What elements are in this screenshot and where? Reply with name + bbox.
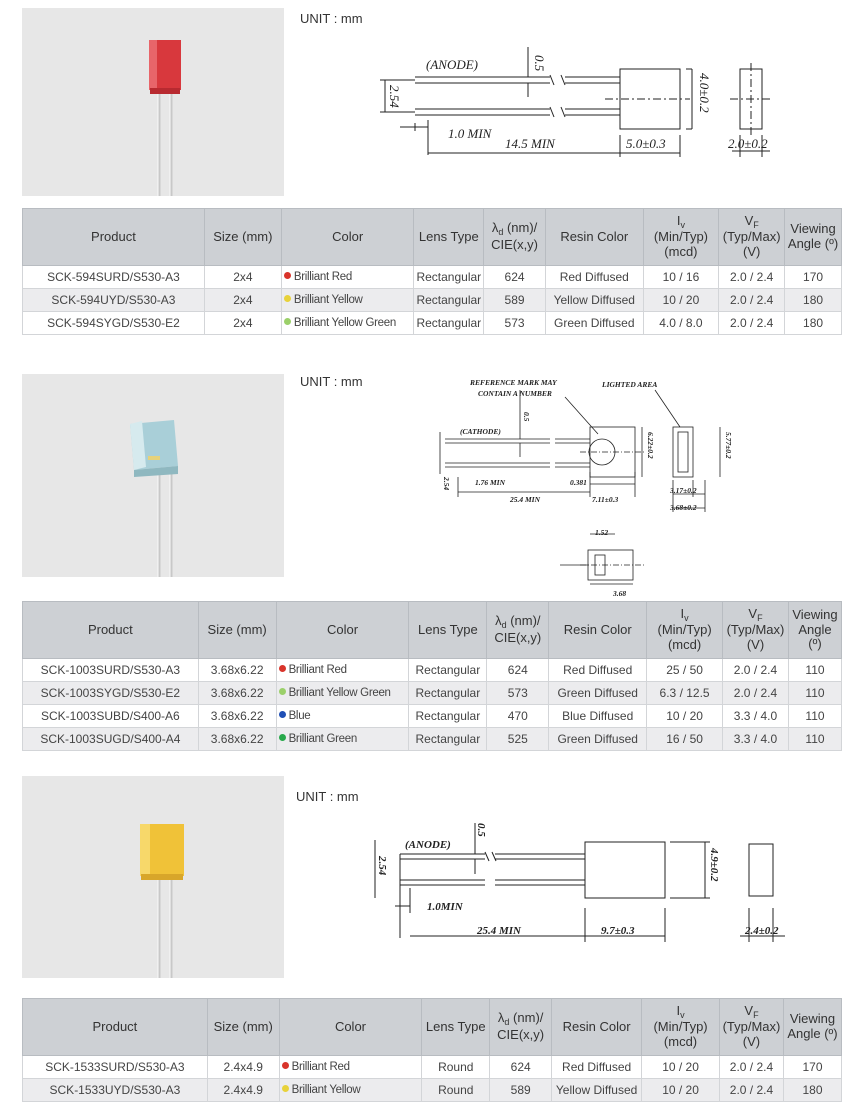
table-body <box>23 1056 842 1102</box>
dim-317: 3.17±0.2 <box>670 486 697 495</box>
spec-table-1003 <box>22 601 842 751</box>
viewing-angle-cell: 180 <box>785 289 842 312</box>
spec-table-1533 <box>22 998 842 1102</box>
table-row <box>23 289 842 312</box>
wavelength-cell: 624 <box>484 266 546 289</box>
unit-label: UNIT : mm <box>300 11 363 26</box>
header-lens-type: Lens Type <box>409 602 487 659</box>
lens-type-cell: Rectangular <box>414 266 484 289</box>
viewing-angle-cell: 110 <box>788 682 841 705</box>
table-row <box>23 682 842 705</box>
lens-type-cell: Round <box>422 1079 490 1102</box>
header-forward-voltage: $V_F$ (Typ/Max) (V) <box>723 602 789 659</box>
table-body <box>23 266 842 335</box>
resin-color-cell: Red Diffused <box>545 266 643 289</box>
color-dot-icon <box>284 295 291 302</box>
color-label: Brilliant Yellow <box>293 294 363 306</box>
size-cell: 2x4 <box>204 312 281 335</box>
led-photo-594 <box>22 8 284 196</box>
color-dot-icon <box>282 1085 289 1092</box>
table-body <box>23 659 842 751</box>
table-row <box>23 312 842 335</box>
forward-voltage-cell: 2.0 / 2.4 <box>723 682 789 705</box>
blue-rectangular-led-image <box>22 374 284 577</box>
forward-voltage-cell: 2.0 / 2.4 <box>719 1056 783 1079</box>
dim-368b: 3.68±0.2 <box>670 503 697 512</box>
red-rectangular-led-image <box>22 8 284 196</box>
header-color: Color <box>279 999 422 1056</box>
header-color: Color <box>276 602 409 659</box>
contain-label: CONTAIN A NUMBER <box>478 389 552 398</box>
color-label: Brilliant Yellow Green <box>293 317 396 329</box>
wavelength-cell: 470 <box>487 705 549 728</box>
header-viewing-angle: Viewing Angle (º) <box>783 999 841 1056</box>
viewing-angle-cell: 110 <box>788 705 841 728</box>
dim-152: 1.52 <box>595 528 609 537</box>
header-lens-type: Lens Type <box>422 999 490 1056</box>
header-forward-voltage: $V_F$ (Typ/Max) (V) <box>719 999 783 1056</box>
size-cell: 3.68x6.22 <box>198 728 276 751</box>
unit-label: UNIT : mm <box>296 789 359 804</box>
yellow-rectangular-led-image <box>22 776 284 978</box>
header-product: Product <box>23 209 205 266</box>
wavelength-cell: 573 <box>487 682 549 705</box>
dim-49: 4.9±0.2 <box>708 848 720 882</box>
header-forward-voltage: $V_F$ (Typ/Max) (V) <box>719 209 785 266</box>
dim-05: 0.5 <box>532 55 547 72</box>
product-cell: SCK-1003SUGD/S400-A4 <box>23 728 199 751</box>
dim-368: 3.68 <box>613 589 627 598</box>
viewing-angle-cell: 170 <box>783 1056 841 1079</box>
color-cell <box>276 659 409 682</box>
forward-voltage-cell: 2.0 / 2.4 <box>719 289 785 312</box>
viewing-angle-cell: 110 <box>788 659 841 682</box>
header-luminous-intensity: $I_v$ (Min/Typ) (mcd) <box>647 602 723 659</box>
color-label: Blue <box>288 710 311 722</box>
dim-05: 0.5 <box>522 412 531 422</box>
dimension-drawing-1533 <box>365 818 795 948</box>
dim-254: 2.54 <box>376 856 388 876</box>
color-cell <box>281 266 414 289</box>
color-label: Brilliant Red <box>291 1061 350 1073</box>
color-dot-icon <box>279 665 286 672</box>
color-cell <box>279 1079 422 1102</box>
color-cell <box>281 289 414 312</box>
color-dot-icon <box>284 272 291 279</box>
lens-type-cell: Round <box>422 1056 490 1079</box>
dim-10min: 1.0MIN <box>427 901 463 913</box>
color-cell <box>276 705 409 728</box>
header-lens-type: Lens Type <box>414 209 484 266</box>
header-resin-color: Resin Color <box>552 999 642 1056</box>
resin-color-cell: Yellow Diffused <box>552 1079 642 1102</box>
luminous-intensity-cell: 10 / 20 <box>647 705 723 728</box>
size-cell: 2x4 <box>204 289 281 312</box>
wavelength-cell: 573 <box>484 312 546 335</box>
forward-voltage-cell: 3.3 / 4.0 <box>723 705 789 728</box>
resin-color-cell: Red Diffused <box>549 659 647 682</box>
table-row <box>23 1079 842 1102</box>
led-photo-1533 <box>22 776 284 978</box>
resin-color-cell: Green Diffused <box>549 728 647 751</box>
product-cell: SCK-594SYGD/S530-E2 <box>23 312 205 335</box>
anode-label: (ANODE) <box>426 57 478 72</box>
forward-voltage-cell: 2.0 / 2.4 <box>719 1079 783 1102</box>
resin-color-cell: Green Diffused <box>545 312 643 335</box>
header-wavelength: $\lambda_d$ (nm)/ CIE(x,y) <box>490 999 552 1056</box>
forward-voltage-cell: 3.3 / 4.0 <box>723 728 789 751</box>
dimension-drawing-594 <box>370 35 790 170</box>
header-product: Product <box>23 602 199 659</box>
table-row <box>23 266 842 289</box>
product-cell: SCK-1003SUBD/S400-A6 <box>23 705 199 728</box>
ref-mark-label: REFERENCE MARK MAY <box>470 378 557 387</box>
color-dot-icon <box>279 711 286 718</box>
luminous-intensity-cell: 16 / 50 <box>647 728 723 751</box>
dim-254min: 25.4 MIN <box>477 925 522 937</box>
color-cell <box>279 1056 422 1079</box>
dim-50: 5.0±0.3 <box>626 136 666 151</box>
dimension-drawing-1003 <box>430 372 760 602</box>
header-size: Size (mm) <box>198 602 276 659</box>
header-size: Size (mm) <box>207 999 279 1056</box>
forward-voltage-cell: 2.0 / 2.4 <box>723 659 789 682</box>
color-label: Brilliant Yellow <box>291 1084 361 1096</box>
resin-color-cell: Yellow Diffused <box>545 289 643 312</box>
header-wavelength: $\lambda_d$ (nm)/ CIE(x,y) <box>484 209 546 266</box>
product-cell: SCK-594SURD/S530-A3 <box>23 266 205 289</box>
luminous-intensity-cell: 25 / 50 <box>647 659 723 682</box>
header-resin-color: Resin Color <box>545 209 643 266</box>
color-cell <box>276 728 409 751</box>
wavelength-cell: 525 <box>487 728 549 751</box>
lens-type-cell: Rectangular <box>409 728 487 751</box>
dim-24: 2.4±0.2 <box>745 925 779 937</box>
table-row <box>23 728 842 751</box>
header-product: Product <box>23 999 208 1056</box>
lighted-area-label: LIGHTED AREA <box>602 380 658 389</box>
color-label: Brilliant Green <box>288 733 357 745</box>
lens-type-cell: Rectangular <box>409 705 487 728</box>
dim-577: 5.77±0.2 <box>724 432 733 459</box>
luminous-intensity-cell: 10 / 20 <box>643 289 719 312</box>
product-cell: SCK-1003SYGD/S530-E2 <box>23 682 199 705</box>
header-color: Color <box>281 209 414 266</box>
unit-label: UNIT : mm <box>300 374 363 389</box>
viewing-angle-cell: 170 <box>785 266 842 289</box>
header-resin-color: Resin Color <box>549 602 647 659</box>
dim-0381: 0.381 <box>570 478 587 487</box>
resin-color-cell: Red Diffused <box>552 1056 642 1079</box>
wavelength-cell: 624 <box>490 1056 552 1079</box>
dim-254: 2.54 <box>442 477 451 491</box>
size-cell: 3.68x6.22 <box>198 705 276 728</box>
luminous-intensity-cell: 10 / 20 <box>642 1079 720 1102</box>
viewing-angle-cell: 180 <box>783 1079 841 1102</box>
header-wavelength: $\lambda_d$ (nm)/ CIE(x,y) <box>487 602 549 659</box>
header-viewing-angle: Viewing Angle (º) <box>785 209 842 266</box>
table-row <box>23 705 842 728</box>
color-cell <box>281 312 414 335</box>
color-dot-icon <box>282 1062 289 1069</box>
viewing-angle-cell: 110 <box>788 728 841 751</box>
color-dot-icon <box>279 688 286 695</box>
size-cell: 3.68x6.22 <box>198 659 276 682</box>
luminous-intensity-cell: 4.0 / 8.0 <box>643 312 719 335</box>
wavelength-cell: 589 <box>484 289 546 312</box>
luminous-intensity-cell: 10 / 20 <box>642 1056 720 1079</box>
color-cell <box>276 682 409 705</box>
dim-176min: 1.76 MIN <box>475 478 506 487</box>
product-cell: SCK-594UYD/S530-A3 <box>23 289 205 312</box>
lens-type-cell: Rectangular <box>414 312 484 335</box>
dim-20: 2.0±0.2 <box>728 136 768 151</box>
dim-711: 7.11±0.3 <box>592 495 619 504</box>
table-row <box>23 659 842 682</box>
header-luminous-intensity: $I_v$ (Min/Typ) (mcd) <box>642 999 720 1056</box>
viewing-angle-cell: 180 <box>785 312 842 335</box>
product-cell: SCK-1003SURD/S530-A3 <box>23 659 199 682</box>
color-label: Brilliant Yellow Green <box>288 687 391 699</box>
wavelength-cell: 624 <box>487 659 549 682</box>
spec-table-594 <box>22 208 842 335</box>
anode-label: (ANODE) <box>405 839 451 851</box>
dim-254min: 25.4 MIN <box>510 495 541 504</box>
forward-voltage-cell: 2.0 / 2.4 <box>719 266 785 289</box>
color-dot-icon <box>279 734 286 741</box>
wavelength-cell: 589 <box>490 1079 552 1102</box>
dim-40: 4.0±0.2 <box>697 73 712 113</box>
dim-622: 6.22±0.2 <box>646 432 655 459</box>
header-viewing-angle: Viewing Angle (º) <box>788 602 841 659</box>
size-cell: 2x4 <box>204 266 281 289</box>
header-luminous-intensity: $I_v$ (Min/Typ) (mcd) <box>643 209 719 266</box>
product-cell: SCK-1533UYD/S530-A3 <box>23 1079 208 1102</box>
size-cell: 2.4x4.9 <box>207 1079 279 1102</box>
header-size: Size (mm) <box>204 209 281 266</box>
dim-10min: 1.0 MIN <box>448 126 492 141</box>
forward-voltage-cell: 2.0 / 2.4 <box>719 312 785 335</box>
resin-color-cell: Blue Diffused <box>549 705 647 728</box>
color-label: Brilliant Red <box>288 664 347 676</box>
lens-type-cell: Rectangular <box>414 289 484 312</box>
table-row <box>23 1056 842 1079</box>
dim-97: 9.7±0.3 <box>601 925 635 937</box>
luminous-intensity-cell: 6.3 / 12.5 <box>647 682 723 705</box>
size-cell: 2.4x4.9 <box>207 1056 279 1079</box>
lens-type-cell: Rectangular <box>409 682 487 705</box>
color-dot-icon <box>284 318 291 325</box>
product-cell: SCK-1533SURD/S530-A3 <box>23 1056 208 1079</box>
resin-color-cell: Green Diffused <box>549 682 647 705</box>
dim-145min: 14.5 MIN <box>505 136 555 151</box>
led-photo-1003 <box>22 374 284 577</box>
luminous-intensity-cell: 10 / 16 <box>643 266 719 289</box>
dim-254: 2.54 <box>387 85 402 108</box>
color-label: Brilliant Red <box>293 271 352 283</box>
cathode-label: (CATHODE) <box>460 427 501 436</box>
dim-05: 0.5 <box>475 823 487 837</box>
lens-type-cell: Rectangular <box>409 659 487 682</box>
size-cell: 3.68x6.22 <box>198 682 276 705</box>
